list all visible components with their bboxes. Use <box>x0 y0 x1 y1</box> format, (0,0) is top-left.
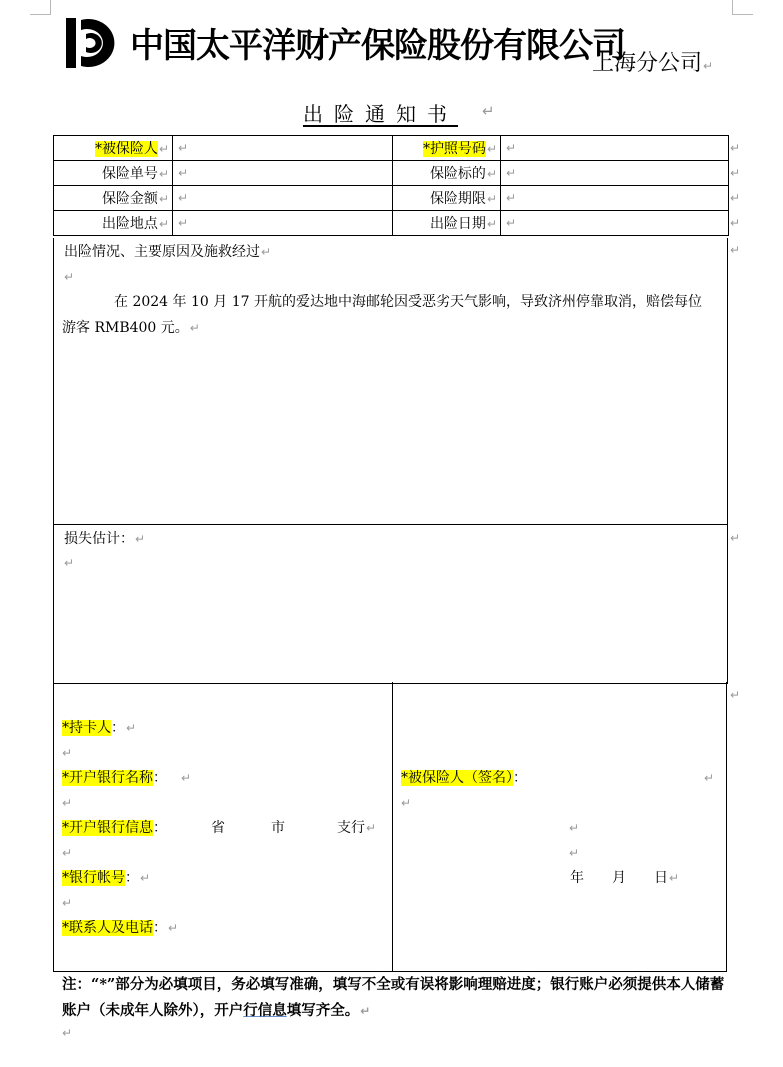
paragraph-return-icon: ↵ <box>178 191 189 205</box>
field-label: *护照号码↵ <box>393 136 501 161</box>
field-label: 出险地点↵ <box>54 211 173 236</box>
paragraph-return-icon: ↵ <box>64 556 75 570</box>
paragraph-return-icon: ↵ <box>401 796 412 810</box>
field-label: *被保险人↵ <box>54 136 173 161</box>
paragraph-return-icon: ↵ <box>486 217 497 231</box>
cpic-logo-icon <box>64 14 126 72</box>
paragraph-return-icon: ↵ <box>178 166 189 180</box>
field-label: 出险日期↵ <box>393 211 501 236</box>
paragraph-return-icon: ↵ <box>730 216 741 230</box>
field-value[interactable] <box>173 211 393 236</box>
field-value[interactable] <box>501 186 729 211</box>
paragraph-return-icon: ↵ <box>486 192 497 206</box>
paragraph-return-icon: ↵ <box>506 216 517 230</box>
field-value[interactable] <box>173 136 393 161</box>
info-row <box>54 136 729 161</box>
paragraph-return-icon: ↵ <box>62 896 73 910</box>
incident-description: 在 2024 年 10 月 17 开航的爱达地中海邮轮因受恶劣天气影响，导致济州停靠取消，赔偿每位游客 RMB400 元。↵ <box>62 294 702 336</box>
company-name: 中国太平洋财产保险股份有限公司 <box>130 26 625 66</box>
info-row <box>54 186 729 211</box>
day-label: 日 <box>654 870 668 886</box>
paragraph-return-icon: ↵ <box>730 243 741 257</box>
field-value[interactable] <box>501 211 729 236</box>
signature-date[interactable]: 年 月 日↵ <box>570 870 680 886</box>
paragraph-return-icon: ↵ <box>178 216 189 230</box>
crop-mark-top-left <box>30 0 51 15</box>
city-label: 市 <box>271 820 285 836</box>
month-label: 月 <box>612 870 626 886</box>
paragraph-return-icon: ↵ <box>158 192 169 206</box>
contact-field[interactable]: *联系人及电话：↵ <box>62 920 179 936</box>
field-label: 保险单号↵ <box>54 161 173 186</box>
paragraph-return-icon: ↵ <box>730 531 741 545</box>
info-row <box>54 161 729 186</box>
bank-branch-field[interactable]: *开户银行信息： 省 市 支行↵ <box>62 820 377 836</box>
paragraph-return-icon: ↵ <box>64 270 75 284</box>
account-number-field[interactable]: *银行帐号：↵ <box>62 870 151 886</box>
incident-section[interactable] <box>53 238 728 525</box>
field-value[interactable] <box>173 161 393 186</box>
info-table <box>53 135 729 236</box>
paragraph-return-icon: ↵ <box>62 1026 73 1040</box>
branch-name: 上海分公司↵ <box>592 51 714 76</box>
province-label: 省 <box>211 820 225 836</box>
crop-mark-top-right <box>732 0 753 15</box>
paragraph-return-icon: ↵ <box>158 167 169 181</box>
paragraph-return-icon: ↵ <box>158 217 169 231</box>
paragraph-return-icon: ↵ <box>730 191 741 205</box>
footnote: 注：“*”部分为必填项目，务必填写准确，填写不全或有误将影响理赔进度；银行账户必须提供本人储蓄账户（未成年人除外），开户行信息填写齐全。↵ <box>62 976 725 1019</box>
loss-estimate-heading: 损失估计：↵ <box>64 531 146 547</box>
year-label: 年 <box>570 870 584 886</box>
paragraph-return-icon: ↵ <box>506 141 517 155</box>
info-row <box>54 211 729 236</box>
paragraph-return-icon: ↵ <box>486 167 497 181</box>
signature-section <box>392 682 727 972</box>
paragraph-return-icon: ↵ <box>506 191 517 205</box>
field-label: 保险标的↵ <box>393 161 501 186</box>
paragraph-return-icon: ↵ <box>62 796 73 810</box>
paragraph-return-icon: ↵ <box>178 141 189 155</box>
field-value[interactable] <box>501 136 729 161</box>
paragraph-return-icon: ↵ <box>703 59 714 73</box>
insured-signature-field[interactable]: *被保险人（签名）： <box>401 770 527 786</box>
loss-estimate-section[interactable] <box>53 524 728 684</box>
card-holder-field[interactable]: *持卡人：↵ <box>62 720 137 736</box>
paragraph-return-icon: ↵ <box>730 166 741 180</box>
paragraph-return-icon: ↵ <box>62 846 73 860</box>
paragraph-return-icon: ↵ <box>704 771 715 785</box>
field-label: 保险金额↵ <box>54 186 173 211</box>
field-value[interactable] <box>173 186 393 211</box>
paragraph-return-icon: ↵ <box>730 688 741 702</box>
bank-name-field[interactable]: *开户银行名称： ↵ <box>62 770 192 786</box>
paragraph-return-icon: ↵ <box>730 141 741 155</box>
incident-heading: 出险情况、主要原因及施救经过↵ <box>64 244 272 260</box>
paragraph-return-icon: ↵ <box>482 102 495 120</box>
paragraph-return-icon: ↵ <box>486 142 497 156</box>
paragraph-return-icon: ↵ <box>569 846 580 860</box>
branch-label: 支行 <box>337 820 365 836</box>
document-title: 出险通知书 <box>303 102 458 126</box>
paragraph-return-icon: ↵ <box>158 142 169 156</box>
field-label: 保险期限↵ <box>393 186 501 211</box>
field-value[interactable] <box>501 161 729 186</box>
paragraph-return-icon: ↵ <box>569 821 580 835</box>
paragraph-return-icon: ↵ <box>506 166 517 180</box>
paragraph-return-icon: ↵ <box>62 746 73 760</box>
